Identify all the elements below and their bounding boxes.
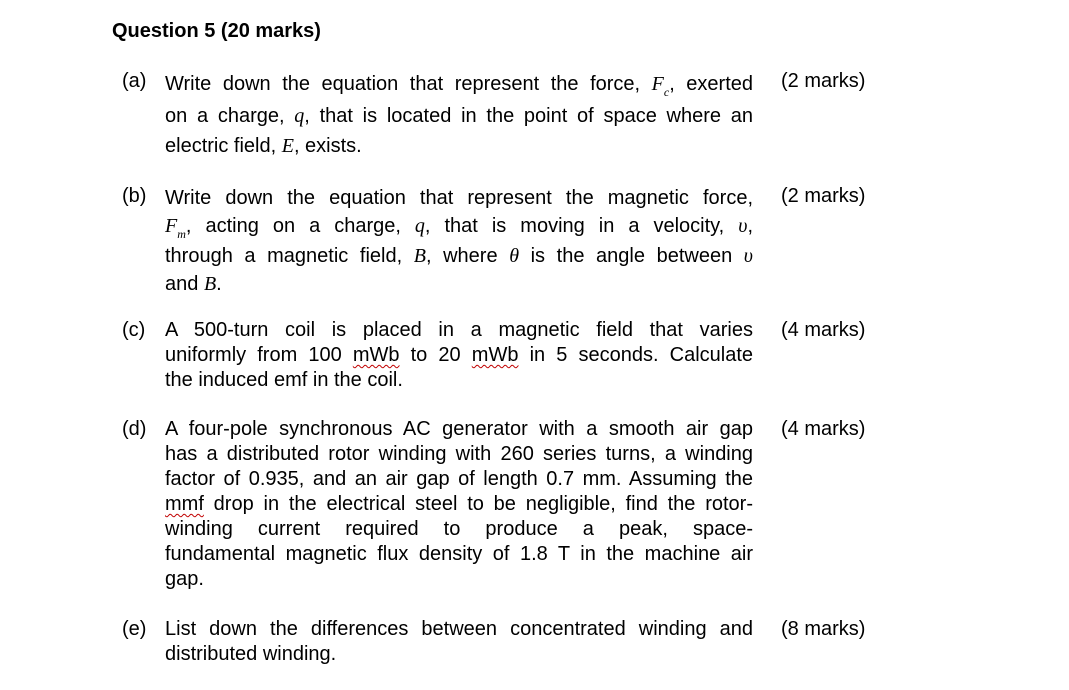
subscript-m: m (177, 227, 186, 241)
part-b-line-4 (165, 270, 753, 298)
part-b-text (165, 184, 753, 298)
part-a-marks: (2 marks) (781, 70, 866, 92)
text-segment: in 5 seconds. Calculate (518, 344, 754, 366)
unit-mwb: mWb (471, 344, 519, 366)
text-segment: Write down the equation that represent the force, (165, 73, 652, 95)
text-segment: is the angle between (519, 245, 744, 267)
part-d-line-1: A four-pole synchronous AC generator with a smooth air gap (165, 418, 753, 440)
term-mmf: mmf (165, 493, 204, 515)
text-segment: on a charge, (165, 105, 295, 127)
part-b-label: (b) (122, 185, 147, 207)
text-segment: uniformly from 100 (165, 344, 353, 366)
part-d-line-7: gap. (165, 568, 204, 590)
text-segment: , that is located in the point of space where an (304, 105, 753, 127)
part-d-label: (d) (122, 418, 147, 440)
symbol-magnetic-field: B (413, 245, 426, 267)
part-a-line-3 (165, 131, 753, 161)
part-e-text (165, 617, 753, 667)
text-segment: , where (425, 245, 510, 267)
part-a-line-2 (165, 101, 753, 131)
symbol-velocity: υ (743, 245, 753, 267)
text-segment: , acting on a charge, (185, 215, 415, 237)
text-segment: and (165, 273, 204, 295)
text-segment: , that is moving in a velocity, (424, 215, 739, 237)
symbol-charge: q (414, 215, 425, 237)
part-c-line-1: A 500-turn coil is placed in a magnetic field that varies (165, 319, 753, 341)
part-c-line-3: the induced emf in the coil. (165, 369, 403, 391)
part-a-label: (a) (122, 70, 147, 92)
part-b-line-2 (165, 212, 753, 242)
part-d-marks: (4 marks) (781, 418, 866, 440)
part-e-marks: (8 marks) (781, 618, 866, 640)
part-b-marks: (2 marks) (781, 185, 866, 207)
text-segment: , exists. (293, 135, 362, 157)
subscript-c: c (663, 85, 670, 99)
symbol-theta: θ (509, 245, 520, 267)
part-d-text (165, 417, 753, 592)
text-segment: , exerted (669, 73, 753, 95)
part-e-line-1: List down the differences between concentrated winding and (165, 618, 753, 640)
text-segment: to 20 (399, 344, 472, 366)
text-segment: , (747, 215, 753, 237)
symbol-charge: q (294, 105, 305, 127)
symbol-velocity: υ (738, 215, 748, 237)
part-b-line-1: Write down the equation that represent the magnetic force, (165, 187, 753, 209)
part-e-line-2: distributed winding. (165, 643, 337, 665)
text-segment: electric field, (165, 135, 282, 157)
part-d-line-4 (165, 492, 753, 517)
part-c-marks: (4 marks) (781, 319, 866, 341)
unit-mwb: mWb (352, 344, 400, 366)
part-c-label: (c) (122, 319, 146, 341)
part-d-line-5: winding current required to produce a peak, space- (165, 518, 753, 540)
text-segment: drop in the electrical steel to be negligible, find the rotor- (203, 493, 753, 515)
symbol-force: F (651, 73, 664, 95)
symbol-force: F (165, 215, 178, 237)
question-title: Question 5 (20 marks) (112, 20, 321, 42)
part-d-line-6: fundamental magnetic flux density of 1.8 T in the machine air (165, 543, 753, 565)
part-b-line-3 (165, 242, 753, 270)
text-segment: through a magnetic field, (165, 245, 414, 267)
part-c-line-2 (165, 343, 753, 368)
part-a-line-1 (165, 69, 753, 101)
part-e-label: (e) (122, 618, 147, 640)
part-c-text (165, 318, 753, 393)
symbol-electric-field: E (281, 135, 294, 157)
part-d-line-2: has a distributed rotor winding with 260 series turns, a winding (165, 443, 753, 465)
symbol-magnetic-field: B (203, 273, 217, 295)
text-segment: . (216, 273, 222, 295)
part-d-line-3: factor of 0.935, and an air gap of length 0.7 mm. Assuming the (165, 468, 753, 490)
part-a-text (165, 69, 753, 161)
